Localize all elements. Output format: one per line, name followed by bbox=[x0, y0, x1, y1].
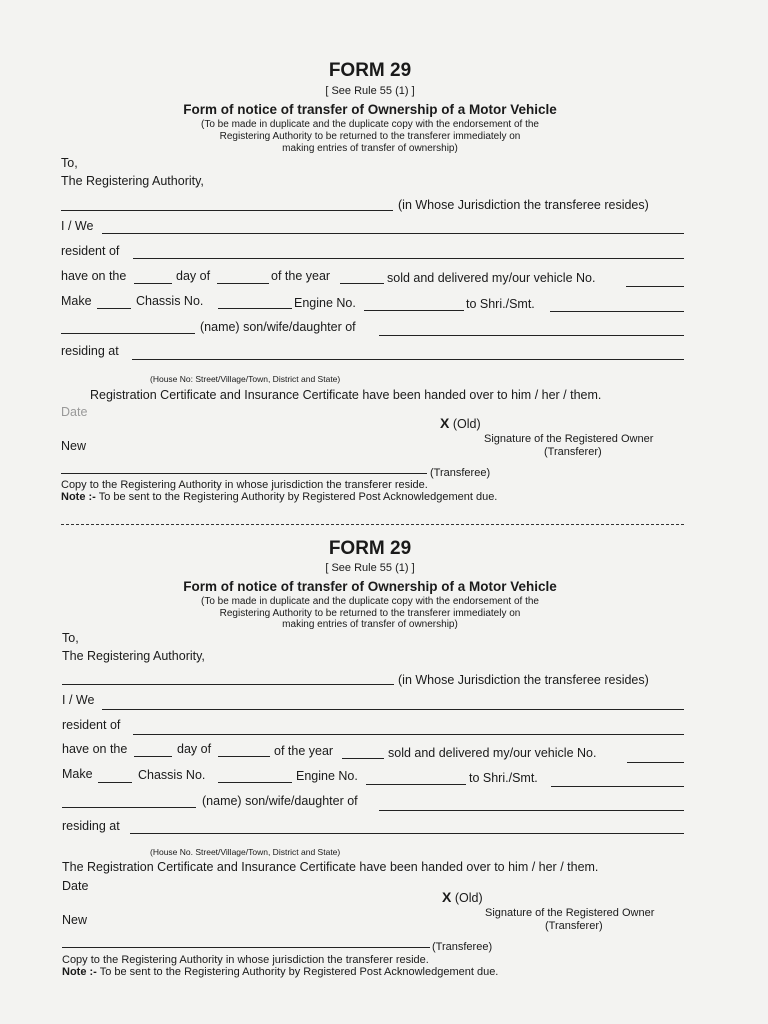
old-label: (Old) bbox=[452, 417, 481, 431]
chassis-field[interactable] bbox=[218, 782, 292, 783]
to-shri-label: to Shri./Smt. bbox=[469, 771, 538, 785]
authority-label: The Registering Authority, bbox=[61, 174, 204, 188]
name-field[interactable] bbox=[62, 807, 196, 808]
instruction-line-2: Registering Authority to be returned to the transferer immediately on bbox=[219, 131, 521, 142]
chassis-field[interactable] bbox=[218, 308, 292, 309]
x-mark: X bbox=[440, 415, 450, 431]
transferer-label: (Transferer) bbox=[544, 446, 602, 458]
engine-field[interactable] bbox=[364, 310, 464, 311]
year-field[interactable] bbox=[342, 758, 384, 759]
resident-field[interactable] bbox=[133, 734, 684, 735]
i-we-label: I / We bbox=[61, 219, 94, 233]
relation-field[interactable] bbox=[379, 335, 684, 336]
old-owner-mark bbox=[442, 889, 483, 905]
copy-to-text: Copy to the Registering Authority in whose jurisdiction the transferer reside. bbox=[61, 479, 428, 491]
month-field[interactable] bbox=[217, 283, 269, 284]
transferee-signature-field[interactable] bbox=[61, 473, 427, 474]
copy-to-text: Copy to the Registering Authority in whose jurisdiction the transferer reside. bbox=[62, 954, 429, 966]
note-text: To be sent to the Registering Authority by Registered Post Acknowledgement due. bbox=[99, 966, 499, 978]
signature-owner-label: Signature of the Registered Owner bbox=[485, 907, 655, 919]
owner-name-field[interactable] bbox=[102, 233, 684, 234]
new-label: New bbox=[61, 439, 87, 453]
form-divider bbox=[61, 524, 684, 525]
instruction-line-3: making entries of transfer of ownership) bbox=[282, 619, 458, 630]
chassis-label: Chassis No. bbox=[138, 768, 206, 782]
note-label: Note :- bbox=[61, 491, 96, 503]
engine-field[interactable] bbox=[366, 784, 466, 785]
engine-label: Engine No. bbox=[296, 769, 358, 783]
note-line bbox=[61, 491, 497, 503]
have-on-label: have on the bbox=[62, 742, 128, 756]
owner-name-field[interactable] bbox=[102, 709, 684, 710]
instruction-line-3: making entries of transfer of ownership) bbox=[282, 143, 458, 154]
old-owner-mark bbox=[440, 415, 481, 431]
month-field[interactable] bbox=[218, 756, 270, 757]
year-field[interactable] bbox=[340, 283, 384, 284]
vehicle-no-field[interactable] bbox=[627, 762, 684, 763]
to-shri-label: to Shri./Smt. bbox=[466, 297, 535, 311]
sold-label: sold and delivered my/our vehicle No. bbox=[388, 746, 597, 760]
transferee-label: (Transferee) bbox=[432, 941, 493, 953]
form-title: FORM 29 bbox=[328, 538, 412, 559]
jurisdiction-label: (in Whose Jurisdiction the transferee resides) bbox=[398, 673, 649, 687]
old-label: (Old) bbox=[454, 891, 483, 905]
make-label: Make bbox=[62, 767, 93, 781]
form-heading: Form of notice of transfer of Ownership of a Motor Vehicle bbox=[183, 102, 557, 117]
date-label: Date bbox=[61, 405, 88, 419]
sold-label: sold and delivered my/our vehicle No. bbox=[387, 271, 596, 285]
address-field[interactable] bbox=[132, 359, 684, 360]
certificate-statement: The Registration Certificate and Insurance Certificate have been handed over to him / her / them. bbox=[62, 860, 599, 874]
note-text: To be sent to the Registering Authority by Registered Post Acknowledgement due. bbox=[98, 491, 498, 503]
signature-owner-label: Signature of the Registered Owner bbox=[484, 433, 654, 445]
make-label: Make bbox=[61, 294, 92, 308]
day-field[interactable] bbox=[134, 756, 172, 757]
day-of-label: day of bbox=[177, 742, 212, 756]
form-title: FORM 29 bbox=[328, 60, 412, 81]
relation-label: (name) son/wife/daughter of bbox=[200, 320, 356, 334]
relation-field[interactable] bbox=[379, 810, 684, 811]
date-label: Date bbox=[62, 879, 89, 893]
x-mark: X bbox=[442, 889, 452, 905]
name-field[interactable] bbox=[61, 333, 195, 334]
new-label: New bbox=[62, 913, 88, 927]
resident-label: resident of bbox=[61, 244, 120, 258]
to-label: To, bbox=[62, 631, 79, 645]
resident-label: resident of bbox=[62, 718, 121, 732]
of-year-label: of the year bbox=[274, 744, 334, 758]
authority-field[interactable] bbox=[62, 684, 394, 685]
engine-label: Engine No. bbox=[294, 296, 356, 310]
residing-label: residing at bbox=[61, 344, 119, 358]
relation-label: (name) son/wife/daughter of bbox=[202, 794, 358, 808]
address-hint: (House No. Street/Village/Town, District and State) bbox=[150, 847, 341, 857]
rule-reference: [ See Rule 55 (1) ] bbox=[325, 85, 415, 97]
have-on-label: have on the bbox=[61, 269, 127, 283]
instruction-line-2: Registering Authority to be returned to the transferer immediately on bbox=[219, 608, 521, 619]
resident-field[interactable] bbox=[133, 258, 684, 259]
vehicle-no-field[interactable] bbox=[626, 286, 684, 287]
authority-label: The Registering Authority, bbox=[62, 649, 205, 663]
transferee-name-field[interactable] bbox=[550, 311, 684, 312]
authority-field[interactable] bbox=[61, 210, 393, 211]
form-heading: Form of notice of transfer of Ownership of a Motor Vehicle bbox=[183, 579, 557, 594]
address-field[interactable] bbox=[130, 833, 684, 834]
note-line bbox=[62, 966, 498, 978]
address-hint: (House No: Street/Village/Town, District and State) bbox=[150, 374, 341, 384]
to-label: To, bbox=[61, 156, 78, 170]
instruction-line-1: (To be made in duplicate and the duplicate copy with the endorsement of the bbox=[201, 119, 539, 130]
residing-label: residing at bbox=[62, 819, 120, 833]
rule-reference: [ See Rule 55 (1) ] bbox=[325, 562, 415, 574]
transferer-label: (Transferer) bbox=[545, 920, 603, 932]
make-field[interactable] bbox=[97, 308, 131, 309]
of-year-label: of the year bbox=[271, 269, 331, 283]
transferee-signature-field[interactable] bbox=[62, 947, 430, 948]
make-field[interactable] bbox=[98, 782, 132, 783]
note-label: Note :- bbox=[62, 966, 97, 978]
jurisdiction-label: (in Whose Jurisdiction the transferee resides) bbox=[398, 198, 649, 212]
transferee-label: (Transferee) bbox=[430, 467, 491, 479]
certificate-statement: Registration Certificate and Insurance Certificate have been handed over to him / her / them. bbox=[90, 388, 602, 402]
day-of-label: day of bbox=[176, 269, 211, 283]
transferee-name-field[interactable] bbox=[551, 786, 684, 787]
day-field[interactable] bbox=[134, 283, 172, 284]
chassis-label: Chassis No. bbox=[136, 294, 204, 308]
i-we-label: I / We bbox=[62, 693, 95, 707]
instruction-line-1: (To be made in duplicate and the duplicate copy with the endorsement of the bbox=[201, 596, 539, 607]
